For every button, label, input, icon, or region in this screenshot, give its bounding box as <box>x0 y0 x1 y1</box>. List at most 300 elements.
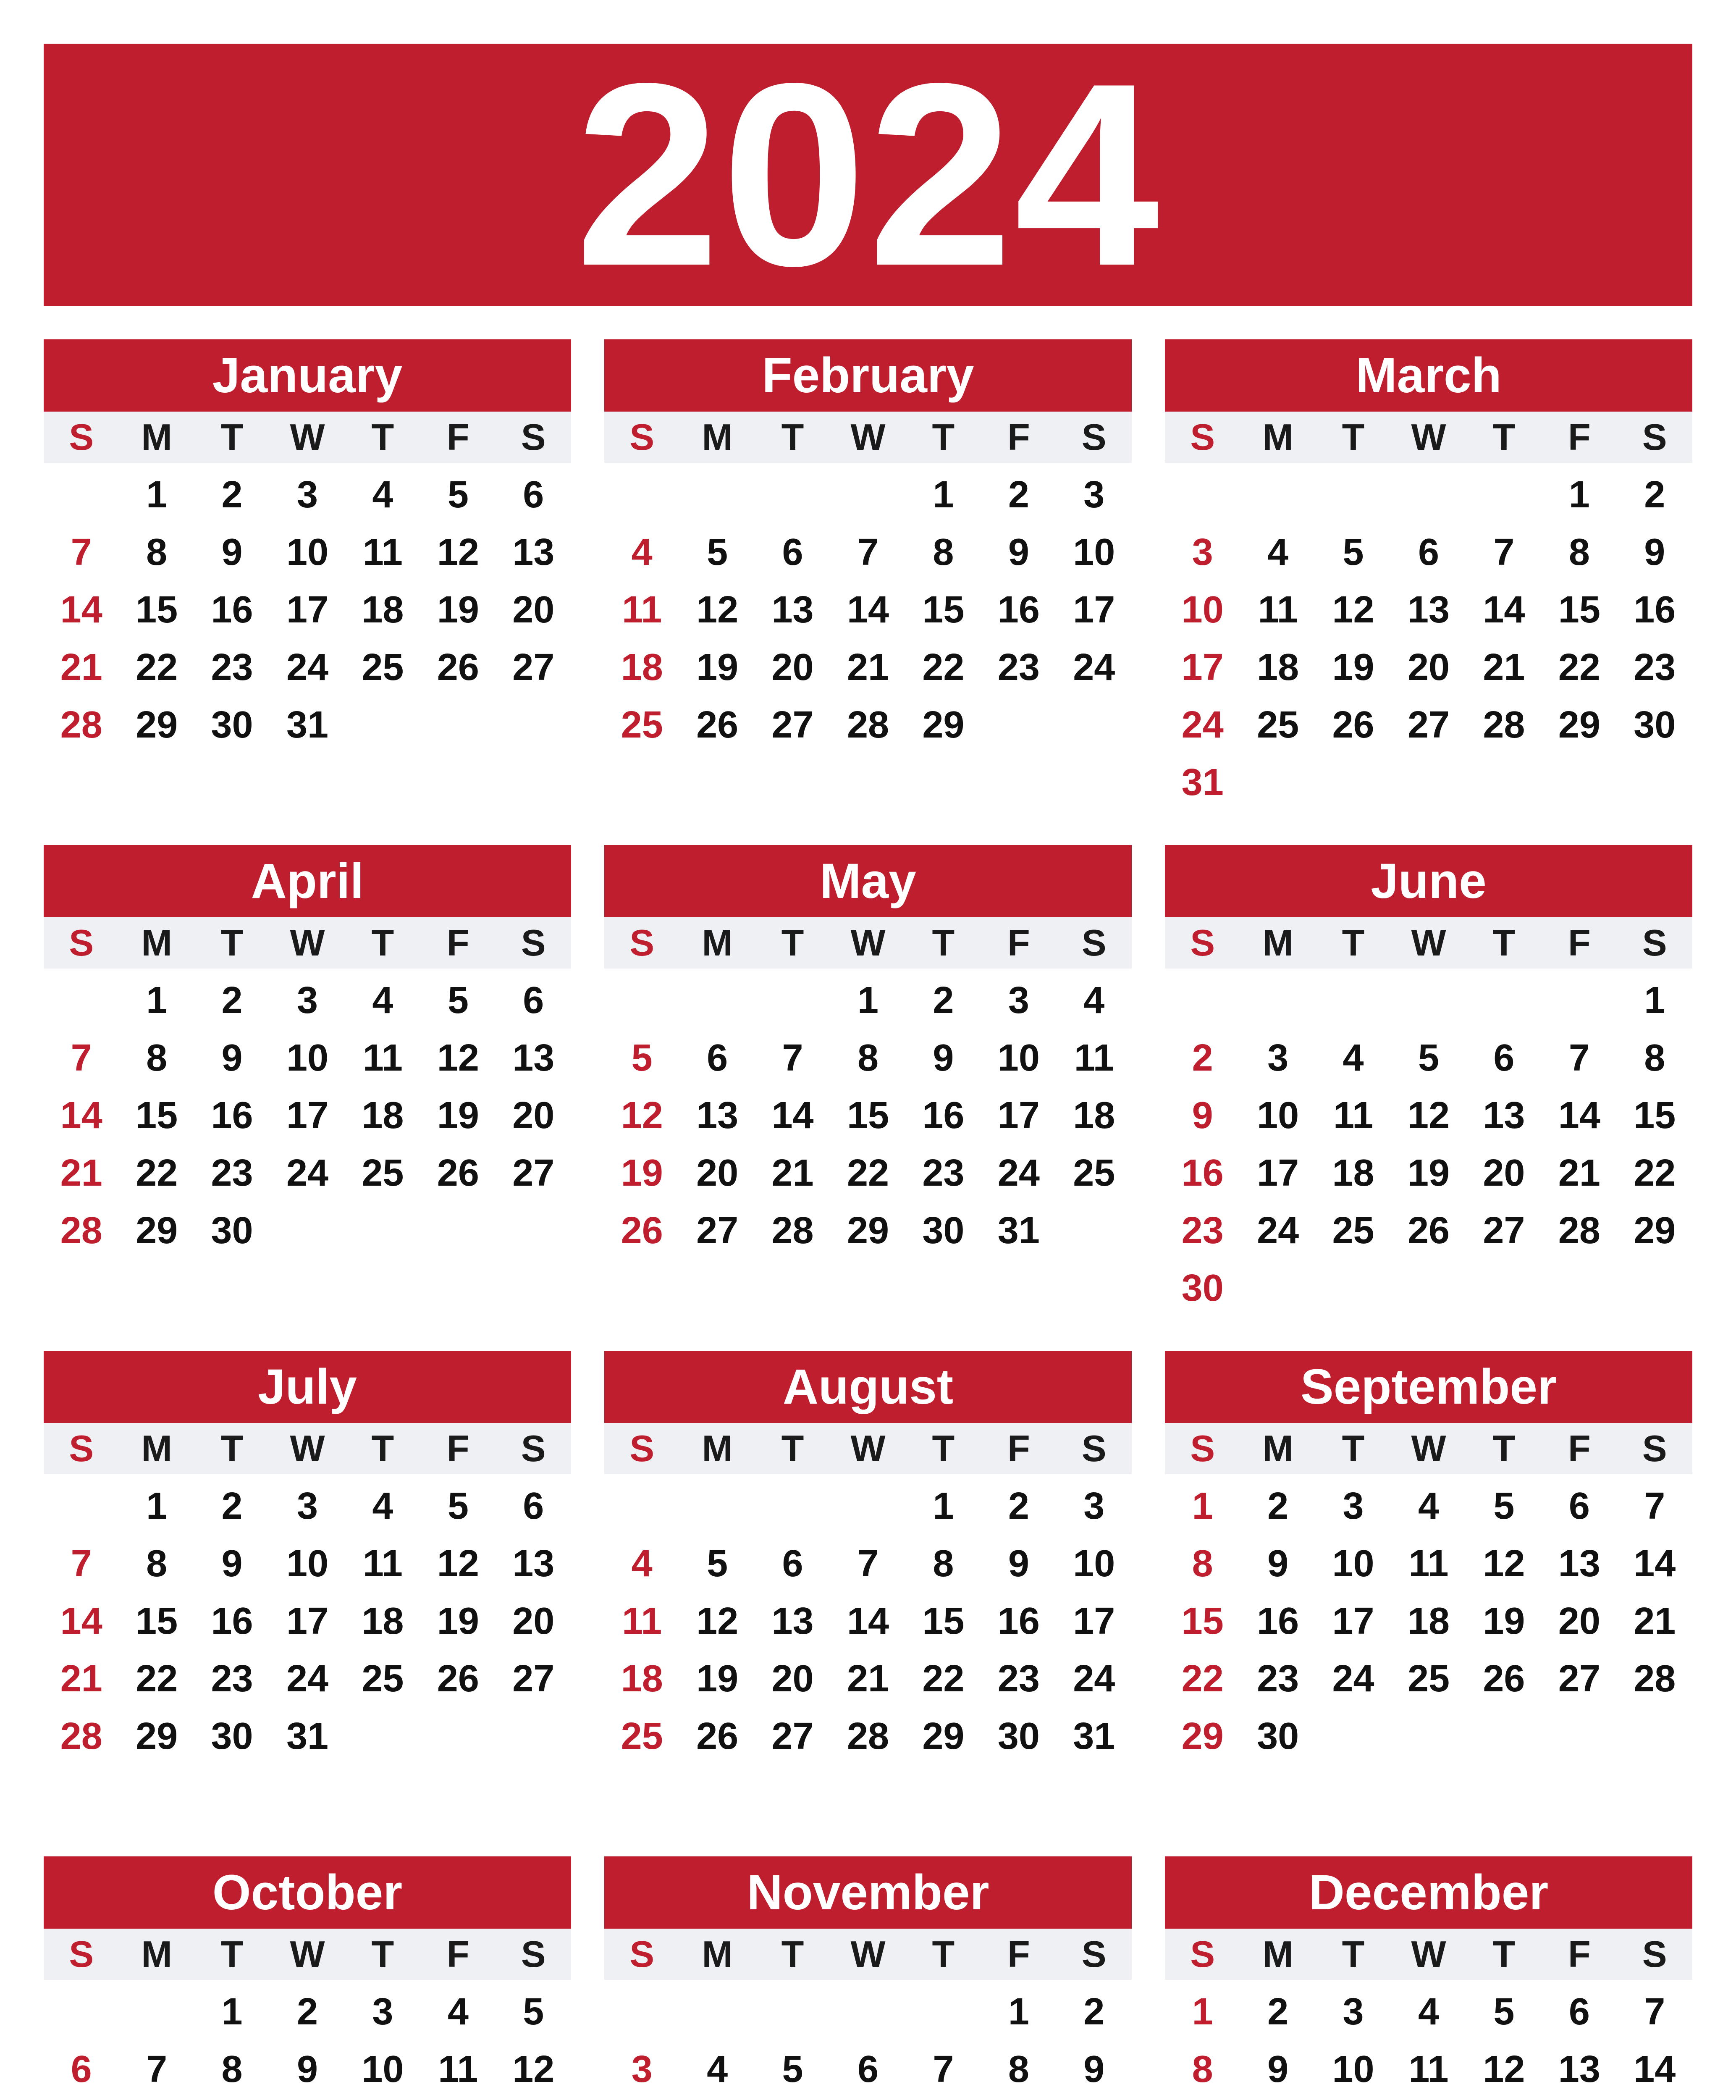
weekday-label: T <box>781 1933 804 1975</box>
weekday-label: S <box>521 922 546 963</box>
weekday-label: W <box>290 416 325 458</box>
date-cell: 13 <box>512 1037 555 1079</box>
date-cell: 4 <box>447 1991 469 2033</box>
sunday-date: 11 <box>622 589 662 631</box>
sunday-date: 14 <box>60 589 102 631</box>
weekday-label: S <box>521 1428 546 1469</box>
date-cell: 27 <box>1483 1210 1525 1252</box>
days-grid <box>604 969 1132 1260</box>
date-cell: 14 <box>1483 589 1525 631</box>
date-cell <box>194 2098 270 2100</box>
date-cell: 6 <box>1418 531 1440 573</box>
date-cell: 28 <box>1634 1658 1676 1700</box>
date-cell: 30 <box>997 1715 1040 1757</box>
date-cell: 3 <box>296 1485 318 1527</box>
weekday-label: F <box>1007 1933 1030 1975</box>
date-cell: 16 <box>211 589 253 631</box>
date-cell: 6 <box>707 1037 728 1079</box>
weekday-label: M <box>141 1933 172 1975</box>
sunday-date: 21 <box>60 1658 102 1700</box>
date-cell: 5 <box>1493 1991 1515 2033</box>
date-cell: 29 <box>136 1210 178 1252</box>
weekday-label: S <box>629 922 655 963</box>
weekday-label: M <box>702 416 733 458</box>
sunday-date: 19 <box>621 1152 663 1194</box>
date-cell <box>1542 2098 1617 2100</box>
date-cell: 9 <box>1008 531 1029 573</box>
weekday-label: F <box>446 1933 469 1975</box>
date-cell: 24 <box>1257 1210 1299 1252</box>
weekday-label: F <box>1007 1428 1030 1469</box>
date-cell: 9 <box>221 1037 243 1079</box>
date-cell: 7 <box>857 531 879 573</box>
date-cell: 24 <box>1073 646 1115 688</box>
date-cell: 28 <box>847 704 889 746</box>
date-cell: 26 <box>1332 704 1374 746</box>
empty-day-cell <box>119 1983 194 2041</box>
date-cell: 12 <box>1332 589 1374 631</box>
days-grid <box>604 1474 1132 1765</box>
date-cell: 13 <box>1483 1095 1525 1137</box>
date-cell: 10 <box>1332 1543 1374 1585</box>
weekday-label: W <box>1411 416 1446 458</box>
sunday-date: 7 <box>71 1037 92 1079</box>
date-cell: 20 <box>1558 1600 1600 1642</box>
month-august <box>604 1351 1132 1856</box>
date-cell: 6 <box>523 1485 544 1527</box>
date-cell: 3 <box>1343 1485 1364 1527</box>
date-cell: 11 <box>1258 589 1298 631</box>
date-cell: 9 <box>1008 1543 1029 1585</box>
date-cell: 13 <box>1558 2048 1600 2090</box>
sunday-date: 14 <box>60 1600 102 1642</box>
date-cell: 28 <box>1483 704 1525 746</box>
weekday-label: F <box>1007 922 1030 963</box>
date-cell <box>906 2098 981 2100</box>
weekday-label: T <box>932 1933 955 1975</box>
date-cell: 5 <box>447 474 469 516</box>
empty-day-cell <box>830 1983 905 2041</box>
weekday-row <box>44 412 571 463</box>
date-cell: 5 <box>447 979 469 1021</box>
empty-day-cell <box>830 466 905 524</box>
weekday-label: T <box>220 1428 244 1469</box>
sunday-date: 18 <box>621 646 663 688</box>
date-cell: 10 <box>362 2048 404 2090</box>
date-cell: 6 <box>1568 1485 1590 1527</box>
date-cell: 1 <box>1568 474 1590 516</box>
date-cell: 4 <box>372 1485 393 1527</box>
sunday-date: 21 <box>60 1152 102 1194</box>
date-cell: 29 <box>136 704 178 746</box>
weekday-label: S <box>521 1933 546 1975</box>
month-november <box>604 1856 1132 2100</box>
weekday-label: M <box>702 1428 733 1469</box>
weekday-label: S <box>1642 1933 1667 1975</box>
date-cell: 7 <box>933 2048 954 2090</box>
sunday-date: 14 <box>60 1095 102 1137</box>
month-title: June <box>1165 845 1692 917</box>
weekday-label: F <box>446 416 469 458</box>
date-cell: 30 <box>922 1210 965 1252</box>
date-cell: 19 <box>696 1658 739 1700</box>
month-title: May <box>604 845 1132 917</box>
date-cell: 29 <box>922 1715 965 1757</box>
date-cell <box>1391 2098 1466 2100</box>
weekday-label: W <box>290 1933 325 1975</box>
sunday-date: 24 <box>1181 704 1224 746</box>
date-cell: 19 <box>437 589 479 631</box>
weekday-row <box>44 1423 571 1474</box>
date-cell: 13 <box>1558 1543 1600 1585</box>
sunday-date <box>1165 2098 1240 2100</box>
date-cell: 5 <box>1418 1037 1440 1079</box>
date-cell: 26 <box>437 1152 479 1194</box>
date-cell: 30 <box>1257 1715 1299 1757</box>
date-cell: 8 <box>1568 531 1590 573</box>
weekday-label: S <box>1190 416 1215 458</box>
date-cell: 21 <box>847 646 889 688</box>
date-cell: 28 <box>847 1715 889 1757</box>
weekday-label: S <box>69 1428 94 1469</box>
date-cell: 19 <box>437 1095 479 1137</box>
sunday-date: 28 <box>60 1210 102 1252</box>
year-banner <box>44 29 1692 320</box>
date-cell: 27 <box>512 1152 555 1194</box>
weekday-label: M <box>1262 1933 1293 1975</box>
date-cell: 15 <box>136 1600 178 1642</box>
date-cell: 9 <box>1644 531 1665 573</box>
sunday-date: 16 <box>1181 1152 1224 1194</box>
date-cell: 29 <box>922 704 965 746</box>
date-cell: 17 <box>1332 1600 1374 1642</box>
date-cell: 4 <box>372 979 393 1021</box>
date-cell: 21 <box>1634 1600 1676 1642</box>
date-cell: 8 <box>1644 1037 1665 1079</box>
date-cell <box>1240 2098 1315 2100</box>
date-cell: 6 <box>782 1543 803 1585</box>
days-grid <box>1165 1474 1692 1765</box>
date-cell: 21 <box>1483 646 1525 688</box>
sunday-date: 21 <box>60 646 102 688</box>
empty-day-cell <box>830 1478 905 1535</box>
date-cell: 26 <box>437 646 479 688</box>
date-cell: 6 <box>523 474 544 516</box>
date-cell: 7 <box>146 2048 168 2090</box>
date-cell: 15 <box>922 589 965 631</box>
weekday-label: M <box>141 922 172 963</box>
sunday-date: 7 <box>71 1543 92 1585</box>
empty-day-cell <box>1165 466 1240 524</box>
weekday-label: T <box>371 1428 394 1469</box>
month-may <box>604 845 1132 1351</box>
date-cell: 11 <box>1408 1543 1449 1585</box>
date-cell: 8 <box>146 531 168 573</box>
weekday-label: S <box>629 1933 655 1975</box>
date-cell: 25 <box>1332 1210 1374 1252</box>
date-cell: 6 <box>782 531 803 573</box>
sunday-date: 1 <box>1192 1991 1213 2033</box>
empty-day-cell <box>44 466 119 524</box>
date-cell: 27 <box>512 1658 555 1700</box>
date-cell: 19 <box>1332 646 1374 688</box>
date-cell: 2 <box>221 979 243 1021</box>
date-cell: 4 <box>1418 1991 1440 2033</box>
date-cell: 8 <box>1008 2048 1029 2090</box>
sunday-date <box>604 2098 679 2100</box>
weekday-label: T <box>781 922 804 963</box>
date-cell: 13 <box>512 1543 555 1585</box>
date-cell: 1 <box>1008 1991 1029 2033</box>
weekday-label: S <box>1081 416 1107 458</box>
empty-day-cell <box>1466 466 1542 524</box>
month-june <box>1165 845 1692 1351</box>
empty-day-cell <box>1391 466 1466 524</box>
date-cell: 20 <box>771 646 814 688</box>
date-cell: 10 <box>286 1037 329 1079</box>
date-cell: 5 <box>782 2048 803 2090</box>
date-cell: 19 <box>1483 1600 1525 1642</box>
weekday-label: W <box>1411 1428 1446 1469</box>
empty-day-cell <box>679 972 755 1029</box>
weekday-row <box>1165 412 1692 463</box>
date-cell: 6 <box>1568 1991 1590 2033</box>
month-april <box>44 845 571 1351</box>
date-cell: 29 <box>1634 1210 1676 1252</box>
weekday-label: T <box>220 1933 244 1975</box>
date-cell: 2 <box>1083 1991 1105 2033</box>
date-cell: 11 <box>1074 1037 1114 1079</box>
sunday-date: 23 <box>1181 1210 1224 1252</box>
date-cell: 14 <box>847 589 889 631</box>
weekday-label: T <box>932 416 955 458</box>
days-grid <box>44 1980 571 2100</box>
date-cell: 16 <box>1634 589 1676 631</box>
days-grid <box>604 463 1132 754</box>
date-cell <box>1057 2098 1132 2100</box>
date-cell: 14 <box>771 1095 814 1137</box>
date-cell <box>830 2098 905 2100</box>
sunday-date: 3 <box>631 2048 653 2090</box>
date-cell: 3 <box>1343 1991 1364 2033</box>
month-title: October <box>44 1856 571 1929</box>
date-cell: 27 <box>771 1715 814 1757</box>
sunday-date: 10 <box>1181 589 1224 631</box>
date-cell: 23 <box>211 646 253 688</box>
empty-day-cell <box>755 466 830 524</box>
date-cell <box>1617 2098 1692 2100</box>
weekday-label: M <box>702 1933 733 1975</box>
date-cell: 13 <box>771 1600 814 1642</box>
days-grid <box>44 463 571 754</box>
date-cell: 5 <box>523 1991 544 2033</box>
date-cell: 17 <box>1073 589 1115 631</box>
date-cell: 16 <box>1257 1600 1299 1642</box>
date-cell: 24 <box>1073 1658 1115 1700</box>
empty-day-cell <box>679 1983 755 2041</box>
date-cell: 18 <box>1073 1095 1115 1137</box>
date-cell: 10 <box>997 1037 1040 1079</box>
weekday-row <box>44 1929 571 1980</box>
date-cell: 10 <box>286 1543 329 1585</box>
date-cell: 11 <box>438 2048 478 2090</box>
date-cell: 3 <box>296 474 318 516</box>
date-cell: 20 <box>512 589 555 631</box>
date-cell: 15 <box>1634 1095 1676 1137</box>
date-cell: 24 <box>997 1152 1040 1194</box>
date-cell: 27 <box>771 704 814 746</box>
weekday-label: T <box>932 1428 955 1469</box>
weekday-label: T <box>371 1933 394 1975</box>
date-cell: 24 <box>1332 1658 1374 1700</box>
date-cell: 17 <box>286 589 329 631</box>
weekday-label: S <box>1190 1428 1215 1469</box>
date-cell: 20 <box>512 1600 555 1642</box>
date-cell: 7 <box>1644 1485 1665 1527</box>
date-cell: 2 <box>1644 474 1665 516</box>
date-cell: 5 <box>1343 531 1364 573</box>
sunday-date: 7 <box>71 531 92 573</box>
date-cell: 9 <box>221 1543 243 1585</box>
date-cell: 3 <box>1267 1037 1289 1079</box>
date-cell: 8 <box>221 2048 243 2090</box>
month-title: September <box>1165 1351 1692 1423</box>
date-cell: 12 <box>1483 2048 1525 2090</box>
date-cell: 16 <box>997 1600 1040 1642</box>
date-cell: 27 <box>1407 704 1450 746</box>
date-cell: 2 <box>1267 1991 1289 2033</box>
date-cell: 2 <box>1008 474 1029 516</box>
empty-day-cell <box>1316 466 1391 524</box>
sunday-date: 28 <box>60 704 102 746</box>
date-cell: 25 <box>1073 1152 1115 1194</box>
empty-day-cell <box>604 466 679 524</box>
date-cell: 16 <box>211 1095 253 1137</box>
empty-day-cell <box>604 1983 679 2041</box>
weekday-row <box>1165 917 1692 969</box>
date-cell: 27 <box>512 646 555 688</box>
weekday-label: T <box>781 416 804 458</box>
date-cell <box>1316 2098 1391 2100</box>
sunday-date: 26 <box>621 1210 663 1252</box>
weekday-label: S <box>69 922 94 963</box>
date-cell <box>119 2098 194 2100</box>
empty-day-cell <box>1542 972 1617 1029</box>
date-cell: 23 <box>1634 646 1676 688</box>
weekday-label: T <box>1492 1428 1516 1469</box>
weekday-label: S <box>1081 922 1107 963</box>
date-cell: 9 <box>933 1037 954 1079</box>
sunday-date: 17 <box>1181 646 1224 688</box>
date-cell <box>496 2098 571 2100</box>
date-cell: 31 <box>997 1210 1040 1252</box>
weekday-label: W <box>1411 1933 1446 1975</box>
date-cell: 14 <box>1558 1095 1600 1137</box>
weekday-label: F <box>1568 1428 1591 1469</box>
month-september <box>1165 1351 1692 1856</box>
weekday-label: T <box>1342 416 1365 458</box>
date-cell: 12 <box>437 531 479 573</box>
days-grid <box>44 1474 571 1765</box>
date-cell: 10 <box>286 531 329 573</box>
empty-day-cell <box>755 1478 830 1535</box>
date-cell: 18 <box>1257 646 1299 688</box>
date-cell: 26 <box>1407 1210 1450 1252</box>
date-cell: 31 <box>286 704 329 746</box>
weekday-label: F <box>1568 1933 1591 1975</box>
date-cell: 8 <box>146 1037 168 1079</box>
weekday-label: F <box>1568 416 1591 458</box>
weekday-label: W <box>1411 922 1446 963</box>
empty-day-cell <box>679 1478 755 1535</box>
date-cell: 9 <box>1083 2048 1105 2090</box>
date-cell: 31 <box>1073 1715 1115 1757</box>
date-cell: 22 <box>1634 1152 1676 1194</box>
weekday-row <box>604 412 1132 463</box>
sunday-date: 9 <box>1192 1095 1213 1137</box>
empty-day-cell <box>44 972 119 1029</box>
date-cell: 25 <box>362 1152 404 1194</box>
date-cell: 9 <box>221 531 243 573</box>
date-cell: 18 <box>1407 1600 1450 1642</box>
date-cell: 14 <box>847 1600 889 1642</box>
days-grid <box>1165 463 1692 811</box>
sunday-date: 8 <box>1192 1543 1213 1585</box>
date-cell: 22 <box>136 1658 178 1700</box>
date-cell: 5 <box>1493 1485 1515 1527</box>
date-cell: 4 <box>1418 1485 1440 1527</box>
weekday-row <box>1165 1929 1692 1980</box>
month-march <box>1165 339 1692 845</box>
weekday-label: F <box>1007 416 1030 458</box>
date-cell: 28 <box>771 1210 814 1252</box>
date-cell: 12 <box>1483 1543 1525 1585</box>
empty-day-cell <box>1240 972 1315 1029</box>
date-cell: 31 <box>286 1715 329 1757</box>
empty-day-cell <box>1466 972 1542 1029</box>
date-cell: 18 <box>362 589 404 631</box>
date-cell: 30 <box>211 704 253 746</box>
date-cell: 17 <box>1257 1152 1299 1194</box>
date-cell: 1 <box>146 1485 168 1527</box>
weekday-label: T <box>1342 922 1365 963</box>
date-cell: 10 <box>1073 1543 1115 1585</box>
empty-day-cell <box>1391 972 1466 1029</box>
sunday-date: 22 <box>1181 1658 1224 1700</box>
weekday-label: W <box>290 922 325 963</box>
weekday-row <box>604 917 1132 969</box>
date-cell: 15 <box>1558 589 1600 631</box>
date-cell: 4 <box>1343 1037 1364 1079</box>
date-cell: 24 <box>286 1658 329 1700</box>
date-cell: 15 <box>136 1095 178 1137</box>
weekday-label: F <box>446 1428 469 1469</box>
empty-day-cell <box>755 1983 830 2041</box>
date-cell: 12 <box>696 1600 739 1642</box>
date-cell: 2 <box>933 979 954 1021</box>
date-cell: 27 <box>696 1210 739 1252</box>
weekday-label: M <box>1262 1428 1293 1469</box>
weekday-label: F <box>1568 922 1591 963</box>
sunday-date: 31 <box>1181 761 1224 803</box>
date-cell: 12 <box>696 589 739 631</box>
date-cell: 2 <box>1008 1485 1029 1527</box>
weekday-label: S <box>1190 922 1215 963</box>
days-grid <box>44 969 571 1260</box>
date-cell: 9 <box>1267 2048 1289 2090</box>
weekday-label: S <box>629 416 655 458</box>
sunday-date: 25 <box>621 1715 663 1757</box>
